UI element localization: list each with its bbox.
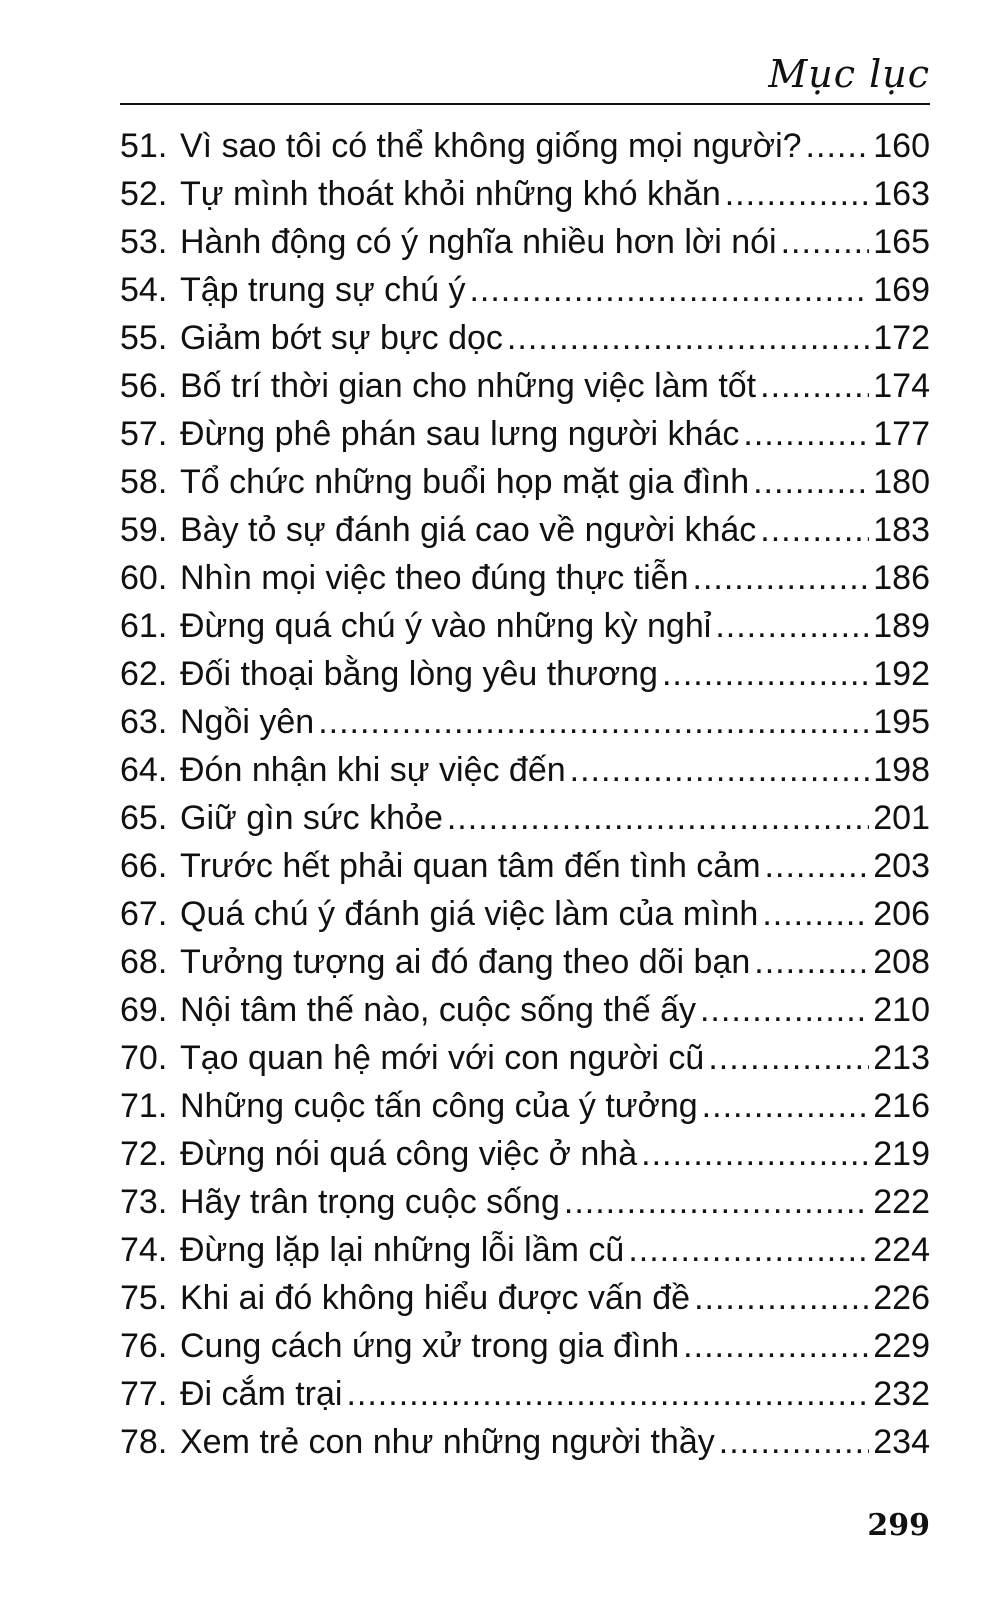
toc-dot-leader: [708, 1034, 869, 1082]
toc-entry-title: Đừng quá chú ý vào những kỳ nghỉ: [180, 607, 712, 645]
toc-entry-number: 75.: [120, 1279, 168, 1317]
toc-dot-leader: [683, 1322, 869, 1370]
toc-entry: [120, 506, 930, 554]
toc-entry-page: 163: [873, 175, 930, 213]
toc-entry: [120, 314, 930, 362]
toc-entry-page: 224: [873, 1231, 930, 1269]
toc-dot-leader: [346, 1370, 869, 1418]
toc-dot-leader: [447, 794, 869, 842]
toc-dot-leader: [318, 698, 869, 746]
table-of-contents: [120, 122, 930, 1466]
toc-entry-page: 165: [873, 223, 930, 261]
toc-entry: [120, 938, 930, 986]
toc-entry: [120, 410, 930, 458]
toc-entry-number: 72.: [120, 1135, 168, 1173]
toc-entry-title: Đừng phê phán sau lưng người khác: [180, 415, 740, 453]
toc-entry-number: 62.: [120, 655, 168, 693]
toc-entry: [120, 1082, 930, 1130]
header-divider: [120, 103, 930, 105]
toc-entry-page: 198: [873, 751, 930, 789]
toc-dot-leader: [743, 410, 869, 458]
toc-entry-page: 177: [873, 415, 930, 453]
toc-entry: [120, 842, 930, 890]
toc-entry-number: 74.: [120, 1231, 168, 1269]
toc-entry: [120, 698, 930, 746]
toc-entry-title: Ngồi yên: [180, 703, 315, 741]
toc-dot-leader: [760, 506, 869, 554]
toc-entry-page: 160: [873, 127, 930, 165]
toc-entry-title: Hành động có ý nghĩa nhiều hơn lời nói: [180, 223, 777, 261]
toc-entry-title: Tự mình thoát khỏi những khó khăn: [180, 175, 721, 213]
toc-entry-page: 229: [873, 1327, 930, 1365]
toc-dot-leader: [507, 314, 869, 362]
toc-entry: [120, 1418, 930, 1466]
toc-entry-title: Giữ gìn sức khỏe: [180, 799, 443, 837]
toc-entry-number: 70.: [120, 1039, 168, 1077]
toc-entry-page: 183: [873, 511, 930, 549]
toc-entry: [120, 1274, 930, 1322]
toc-dot-leader: [719, 1418, 870, 1466]
toc-entry-title: Tổ chức những buổi họp mặt gia đình: [180, 463, 750, 501]
toc-entry-page: 201: [873, 799, 930, 837]
toc-entry-title: Nội tâm thế nào, cuộc sống thế ấy: [180, 991, 696, 1029]
toc-entry-title: Bày tỏ sự đánh giá cao về người khác: [180, 511, 757, 549]
toc-entry-number: 55.: [120, 319, 168, 357]
toc-entry-title: Trước hết phải quan tâm đến tình cảm: [180, 847, 761, 885]
toc-entry-title: Tưởng tượng ai đó đang theo dõi bạn: [180, 943, 751, 981]
toc-dot-leader: [781, 218, 870, 266]
toc-entry-title: Bố trí thời gian cho những việc làm tốt: [180, 367, 757, 405]
toc-entry-page: 189: [873, 607, 930, 645]
toc-entry-number: 60.: [120, 559, 168, 597]
toc-entry: [120, 1130, 930, 1178]
toc-dot-leader: [662, 650, 869, 698]
toc-dot-leader: [762, 890, 869, 938]
toc-dot-leader: [694, 1274, 869, 1322]
toc-entry-number: 77.: [120, 1375, 168, 1413]
toc-entry-title: Vì sao tôi có thể không giống mọi người?: [180, 127, 802, 165]
toc-entry-page: 232: [873, 1375, 930, 1413]
toc-dot-leader: [628, 1226, 869, 1274]
toc-dot-leader: [806, 122, 870, 170]
toc-entry-title: Đừng nói quá công việc ở nhà: [180, 1135, 638, 1173]
toc-entry: [120, 746, 930, 794]
toc-entry-page: 210: [873, 991, 930, 1029]
toc-entry-number: 52.: [120, 175, 168, 213]
toc-dot-leader: [700, 986, 869, 1034]
toc-entry: [120, 458, 930, 506]
toc-entry-page: 203: [873, 847, 930, 885]
toc-entry-title: Đừng lặp lại những lỗi lầm cũ: [180, 1231, 625, 1269]
toc-dot-leader: [469, 266, 869, 314]
toc-entry-number: 53.: [120, 223, 168, 261]
toc-dot-leader: [641, 1130, 869, 1178]
toc-entry-page: 174: [873, 367, 930, 405]
toc-entry-number: 71.: [120, 1087, 168, 1125]
toc-dot-leader: [570, 746, 870, 794]
toc-entry: [120, 1226, 930, 1274]
toc-entry-title: Xem trẻ con như những người thầy: [180, 1423, 715, 1461]
toc-entry: [120, 794, 930, 842]
toc-entry-number: 65.: [120, 799, 168, 837]
toc-entry-page: 186: [873, 559, 930, 597]
running-header-title: Mục lục: [768, 52, 930, 96]
toc-entry-number: 58.: [120, 463, 168, 501]
toc-entry-page: 195: [873, 703, 930, 741]
toc-entry-number: 61.: [120, 607, 168, 645]
toc-entry: [120, 1178, 930, 1226]
toc-entry-title: Tập trung sự chú ý: [180, 271, 466, 309]
toc-entry-page: 216: [873, 1087, 930, 1125]
toc-dot-leader: [760, 362, 869, 410]
toc-entry-page: 222: [873, 1183, 930, 1221]
toc-entry-title: Những cuộc tấn công của ý tưởng: [180, 1087, 698, 1125]
toc-entry-title: Giảm bớt sự bực dọc: [180, 319, 503, 357]
toc-entry: [120, 890, 930, 938]
toc-entry-number: 56.: [120, 367, 168, 405]
toc-dot-leader: [754, 938, 869, 986]
toc-entry: [120, 266, 930, 314]
toc-entry: [120, 650, 930, 698]
toc-entry-number: 73.: [120, 1183, 168, 1221]
toc-entry-number: 57.: [120, 415, 168, 453]
toc-dot-leader: [702, 1082, 870, 1130]
toc-entry-number: 78.: [120, 1423, 168, 1461]
toc-entry-page: 226: [873, 1279, 930, 1317]
toc-entry-title: Khi ai đó không hiểu được vấn đề: [180, 1279, 691, 1317]
toc-entry-page: 219: [873, 1135, 930, 1173]
toc-dot-leader: [753, 458, 869, 506]
toc-entry-page: 208: [873, 943, 930, 981]
toc-entry-page: 206: [873, 895, 930, 933]
toc-dot-leader: [693, 554, 870, 602]
toc-entry-number: 59.: [120, 511, 168, 549]
toc-entry-title: Đi cắm trại: [180, 1375, 343, 1413]
toc-dot-leader: [564, 1178, 869, 1226]
toc-entry-page: 192: [873, 655, 930, 693]
toc-entry-page: 234: [873, 1423, 930, 1461]
toc-entry: [120, 1034, 930, 1082]
toc-entry: [120, 1370, 930, 1418]
toc-entry-number: 63.: [120, 703, 168, 741]
toc-entry-number: 76.: [120, 1327, 168, 1365]
toc-entry-page: 180: [873, 463, 930, 501]
toc-entry: [120, 986, 930, 1034]
toc-entry-number: 54.: [120, 271, 168, 309]
toc-entry-number: 51.: [120, 127, 168, 165]
toc-entry-number: 69.: [120, 991, 168, 1029]
toc-dot-leader: [715, 602, 869, 650]
toc-entry-page: 172: [873, 319, 930, 357]
toc-entry: [120, 554, 930, 602]
toc-entry-number: 64.: [120, 751, 168, 789]
toc-entry-page: 213: [873, 1039, 930, 1077]
toc-dot-leader: [765, 842, 870, 890]
toc-entry-title: Tạo quan hệ mới với con người cũ: [180, 1039, 705, 1077]
toc-entry-title: Quá chú ý đánh giá việc làm của mình: [180, 895, 759, 933]
toc-entry-title: Cung cách ứng xử trong gia đình: [180, 1327, 680, 1365]
toc-entry: [120, 218, 930, 266]
page-number: 299: [867, 1508, 930, 1543]
toc-entry-number: 68.: [120, 943, 168, 981]
toc-entry: [120, 1322, 930, 1370]
toc-entry: [120, 362, 930, 410]
toc-entry-title: Đón nhận khi sự việc đến: [180, 751, 566, 789]
toc-entry-title: Nhìn mọi việc theo đúng thực tiễn: [180, 559, 689, 597]
toc-entry-number: 67.: [120, 895, 168, 933]
toc-entry-number: 66.: [120, 847, 168, 885]
toc-entry-page: 169: [873, 271, 930, 309]
toc-entry-title: Hãy trân trọng cuộc sống: [180, 1183, 560, 1221]
toc-entry-title: Đối thoại bằng lòng yêu thương: [180, 655, 658, 693]
toc-entry: [120, 170, 930, 218]
toc-entry: [120, 122, 930, 170]
toc-entry: [120, 602, 930, 650]
toc-dot-leader: [725, 170, 870, 218]
